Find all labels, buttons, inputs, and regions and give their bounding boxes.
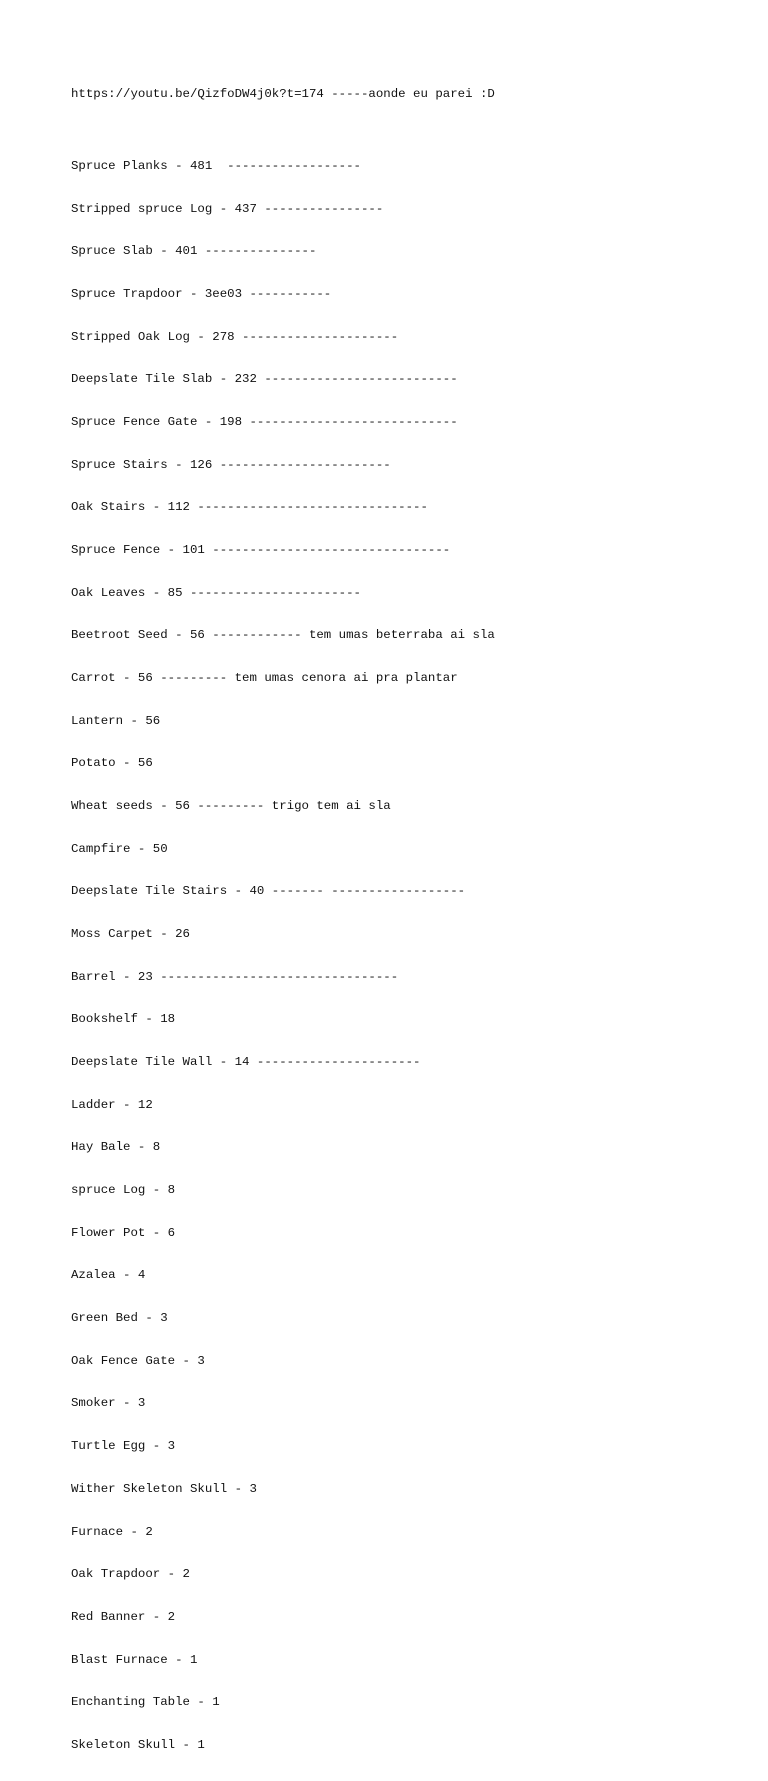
list-item: Enchanting Table - 1 xyxy=(71,1695,220,1710)
list-item: Wither Skeleton Skull - 3 xyxy=(71,1481,257,1496)
list-item: Red Banner - 2 xyxy=(71,1609,176,1624)
list-item: Oak Stairs - 112 ------------------------------- xyxy=(71,500,428,515)
list-item: Oak Fence Gate - 3 xyxy=(71,1353,205,1368)
list-item: Furnace - 2 xyxy=(71,1524,153,1539)
list-item: Potato - 56 xyxy=(71,756,153,771)
list-item: Spruce Trapdoor - 3ee03 ----------- xyxy=(71,287,332,302)
list-item: Campfire - 50 xyxy=(71,841,168,856)
list-item: Bookshelf - 18 xyxy=(71,1012,176,1027)
list-item: Flower Pot - 6 xyxy=(71,1225,176,1240)
list-item: Spruce Stairs - 126 ----------------------- xyxy=(71,457,391,472)
list-item: Stripped spruce Log - 437 ---------------- xyxy=(71,201,384,216)
list-item: Deepslate Tile Wall - 14 ---------------------- xyxy=(71,1055,421,1070)
list-item: Carrot - 56 --------- tem umas cenora ai pra plantar xyxy=(71,671,458,686)
list-item: Barrel - 23 -------------------------------- xyxy=(71,969,399,984)
header-link-line: https://youtu.be/QizfoDW4j0k?t=174 -----aonde eu parei :D xyxy=(71,87,495,101)
list-item: Skeleton Skull - 1 xyxy=(71,1737,205,1752)
list-item: Wheat seeds - 56 --------- trigo tem ai sla xyxy=(71,799,391,814)
list-item: Green Bed - 3 xyxy=(71,1311,168,1326)
list-item: Ladder - 12 xyxy=(71,1097,153,1112)
list-item: Lantern - 56 xyxy=(71,713,161,728)
list-item: Stripped Oak Log - 278 --------------------- xyxy=(71,329,399,344)
list-item: Deepslate Tile Slab - 232 -------------------------- xyxy=(71,372,458,387)
list-item: Turtle Egg - 3 xyxy=(71,1439,176,1454)
list-item: Deepslate Tile Stairs - 40 ------- ------------------ xyxy=(71,884,466,899)
list-item: Hay Bale - 8 xyxy=(71,1140,161,1155)
list-item: Spruce Planks - 481 ------------------ xyxy=(71,159,361,173)
list-item: Oak Leaves - 85 ----------------------- xyxy=(71,585,361,600)
list-item: Oak Trapdoor - 2 xyxy=(71,1567,190,1582)
list-item: Moss Carpet - 26 xyxy=(71,927,190,942)
list-item: Beetroot Seed - 56 ------------ tem umas beterraba ai sla xyxy=(71,628,495,643)
list-item: Smoker - 3 xyxy=(71,1396,146,1411)
list-item: Azalea - 4 xyxy=(71,1268,146,1283)
list-item: Spruce Fence Gate - 198 ---------------------------- xyxy=(71,415,458,430)
item-list xyxy=(71,131,495,1781)
list-item: Spruce Slab - 401 --------------- xyxy=(71,244,317,259)
list-item: Spruce Fence - 101 -------------------------------- xyxy=(71,543,451,558)
list-item: Blast Furnace - 1 xyxy=(71,1652,198,1667)
list-item: spruce Log - 8 xyxy=(71,1183,176,1198)
